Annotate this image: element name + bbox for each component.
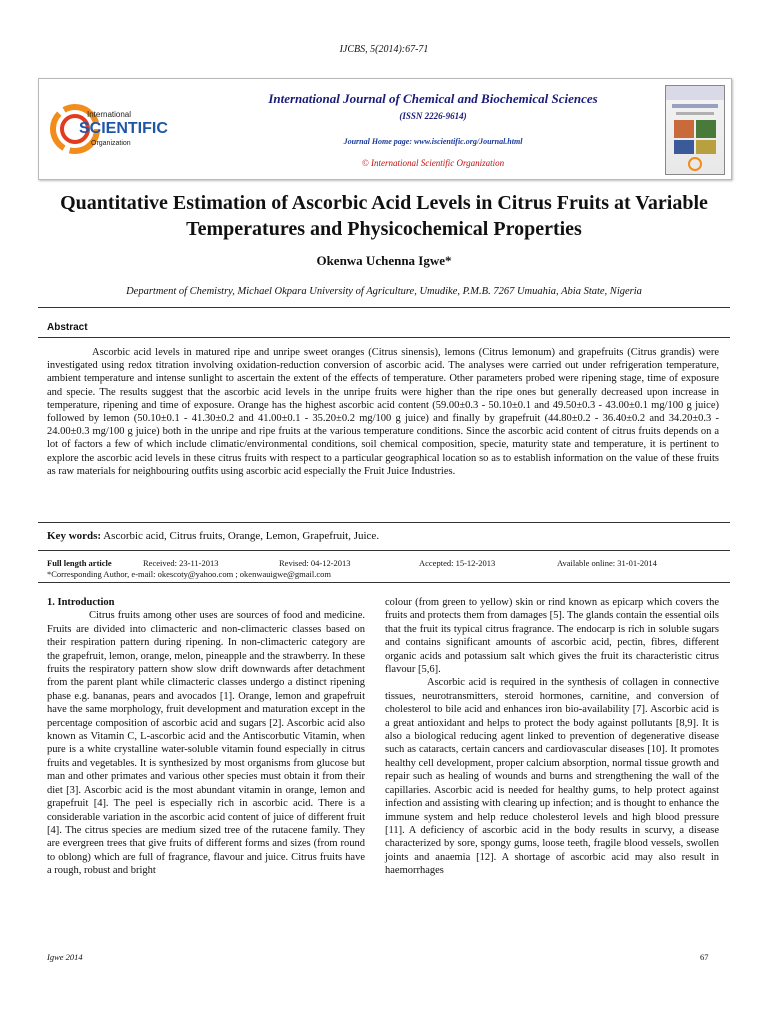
paragraph: Ascorbic acid is required in the synthesis of collagen in connective tissues, neurotransmitters, steroid hormones, carnitine, and conversion of cholesterol to bile acid and enhances iron bio-availability [7]. Ascorbic acid is a great antioxidant and helps to protect the body against pollutants [8,9]. It is also a biological reducing agent linked to prevention of degenerative disease such as cataracts, certain cancers and cardiovascular diseases [10]. It promotes healthy cell development, proper calcium absorption, normal tissue growth and repair such as healing of wounds and burns and strengthening the wall of the capillaries. Ascorbic acid is needed for healthy gums, to help protect against infection and assisting with clearing up infection; and is thought to enhance the immune system and help reduce cholesterol levels and high blood pressure [11]. A deficiency of ascorbic acid in the body results in scurvy, a disease characterized by sore, spongy gums, loose teeth, fragile blood vessels, swollen joints and anaemia [12]. A shortage of ascorbic acid may also result in haemorrhages	[385, 677, 719, 877]
divider	[38, 307, 730, 308]
logo-text-top: International	[87, 110, 132, 119]
journal-homepage-link[interactable]: Journal Home page: www.iscientific.org/Journal.html	[343, 137, 523, 146]
keywords	[47, 530, 719, 542]
divider	[38, 550, 730, 551]
logo-text-bottom: Organization	[91, 140, 131, 147]
body-column-right	[385, 596, 719, 878]
online-date: Available online: 31-01-2014	[557, 558, 657, 568]
logo-text-main: SCIENTIFIC	[79, 120, 168, 137]
author-affiliation: Department of Chemistry, Michael Okpara University of Agriculture, Umudike, P.M.B. 7267 Umuahia, Abia State, Nigeria	[126, 286, 642, 297]
received-date: Received: 23-11-2013	[143, 558, 219, 568]
divider	[38, 522, 730, 523]
journal-banner	[38, 78, 732, 180]
journal-cover-thumbnail	[665, 85, 725, 175]
keywords-text: Ascorbic acid, Citrus fruits, Orange, Lemon, Grapefruit, Juice.	[103, 530, 380, 542]
body-column-left	[47, 596, 365, 878]
divider	[38, 337, 730, 338]
article-type: Full length article	[47, 558, 112, 568]
abstract-text: Ascorbic acid levels in matured ripe and unripe sweet oranges (Citrus sinensis), lemons (Citrus lemonum) and grapefruits (Citrus grandis) were investigated using redox titration involving oxidation-reduction conversion of ascorbic acid. The analyses were carried out under refrigeration temperature, ambient temperature and intense sunlight to ascertain the extent of the effects of temperature. Other parameters probed were ripening stage, time of exposure and specie. The results suggest that the ascorbic acid levels in the unripe fruits were higher than the ripe ones but generally decreased upon increase in temperature, ripening and time of exposure. Orange has the highest ascorbic acid content (59.00±0.3 - 50.10±0.1 and 49.50±0.3 - 43.00±0.1 mg/100 g juice) followed by lemon (50.10±0.1 - 41.30±0.2 and 41.00±0.1 - 35.20±0.2 mg/100 g juice) and finally by grapefruit (44.80±0.2 - 36.40±0.2 and 34.20±0.3 - 24.00±0.3 mg/100 g juice) both in the unripe and ripe fruits at the various temperature conditions. Since the ascorbic acid content of citrus fruits depends on a lot of factors a few of which include climatic/environmental conditions, soil chemical composition, specie, maturity state and temperature, it is pertinent to explore the ascorbic acid levels in these citrus fruits with respect to a particular geographical location so as to establish information on the value of these fruits as raw materials for neighbouring outfits using ascorbic acid especially the Fruit Juice Industries.	[47, 347, 719, 477]
scientific-organization-logo	[45, 97, 185, 161]
revised-date: Revised: 04-12-2013	[279, 558, 351, 568]
abstract-heading: Abstract	[47, 322, 88, 333]
paper-title: Quantitative Estimation of Ascorbic Acid Levels in Citrus Fruits at Variable Temperatures and Physicochemical Properties	[60, 192, 708, 240]
corresponding-author: *Corresponding Author, e-mail: okescoty@yahoo.com ; okenwauigwe@gmail.com	[47, 569, 331, 579]
keywords-label: Key words:	[47, 530, 102, 542]
section-heading: 1. Introduction	[47, 597, 115, 608]
issn: (ISSN 2226-9614)	[399, 111, 467, 121]
page-number: 67	[700, 952, 709, 962]
footer-author: Igwe 2014	[47, 952, 83, 962]
paragraph: colour (from green to yellow) skin or rind known as epicarp which covers the fruits and protects them from damages [5]. The glands contain the essential oils that the fruit its typical citrus fragrance. The endocarp is rich in soluble sugars and contains significant amounts of ascorbic acid, pectin, fibres, different organic acids and potassium salt which gives the fruit its characteristic citrus flavour [5,6].	[385, 597, 719, 676]
author-name: Okenwa Uchenna Igwe*	[316, 253, 452, 268]
copyright-notice: © International Scientific Organization	[361, 158, 505, 168]
divider	[38, 582, 730, 583]
running-head: IJCBS, 5(2014):67-71	[339, 44, 429, 55]
paragraph: Citrus fruits among other uses are sources of food and medicine. Fruits are divided into climacteric and non-climacteric classes based on their respiration pattern during ripening. In non-climacteric category are the grapefruit, lemon, orange, melon, pineapple and the strawberry. In these fruits the respiratory pattern show slow drift downwards after detachment from the parent plant while climacteric classes undergo a distinct ripening phase e.g. bananas, pears and avocados [1]. Orange, lemon and grapefruit have the same morphology, fruit development and maturation except in the percentage composition of ascorbic acid and sugars [2]. Ascorbic acid also known as Vitamin C, L-ascorbic acid and the Antiscorbutic Vitamin, when pure is a white crystalline water-soluble vitamin found especially in citrus fruits and vegetables. It is synthesized by most organisms from glucose but man and other primates and various other species must obtain it from their diet [3]. Ascorbic acid is the most abundant vitamin in orange, lemon and grapefruit [4]. The peel is especially rich in ascorbic acid. There is a considerable variation in the ascorbic acid content of juice of different fruit [4]. The citrus species are medium sized tree of the rutacene family. They are evergreen trees that give fruits of different forms and sizes (from round to oblong) which are full of fragrance, flavour and juice. Citrus fruits have a rough, robust and bright	[47, 610, 365, 877]
journal-title: International Journal of Chemical and Biochemical Sciences	[268, 91, 598, 106]
accepted-date: Accepted: 15-12-2013	[419, 558, 496, 568]
